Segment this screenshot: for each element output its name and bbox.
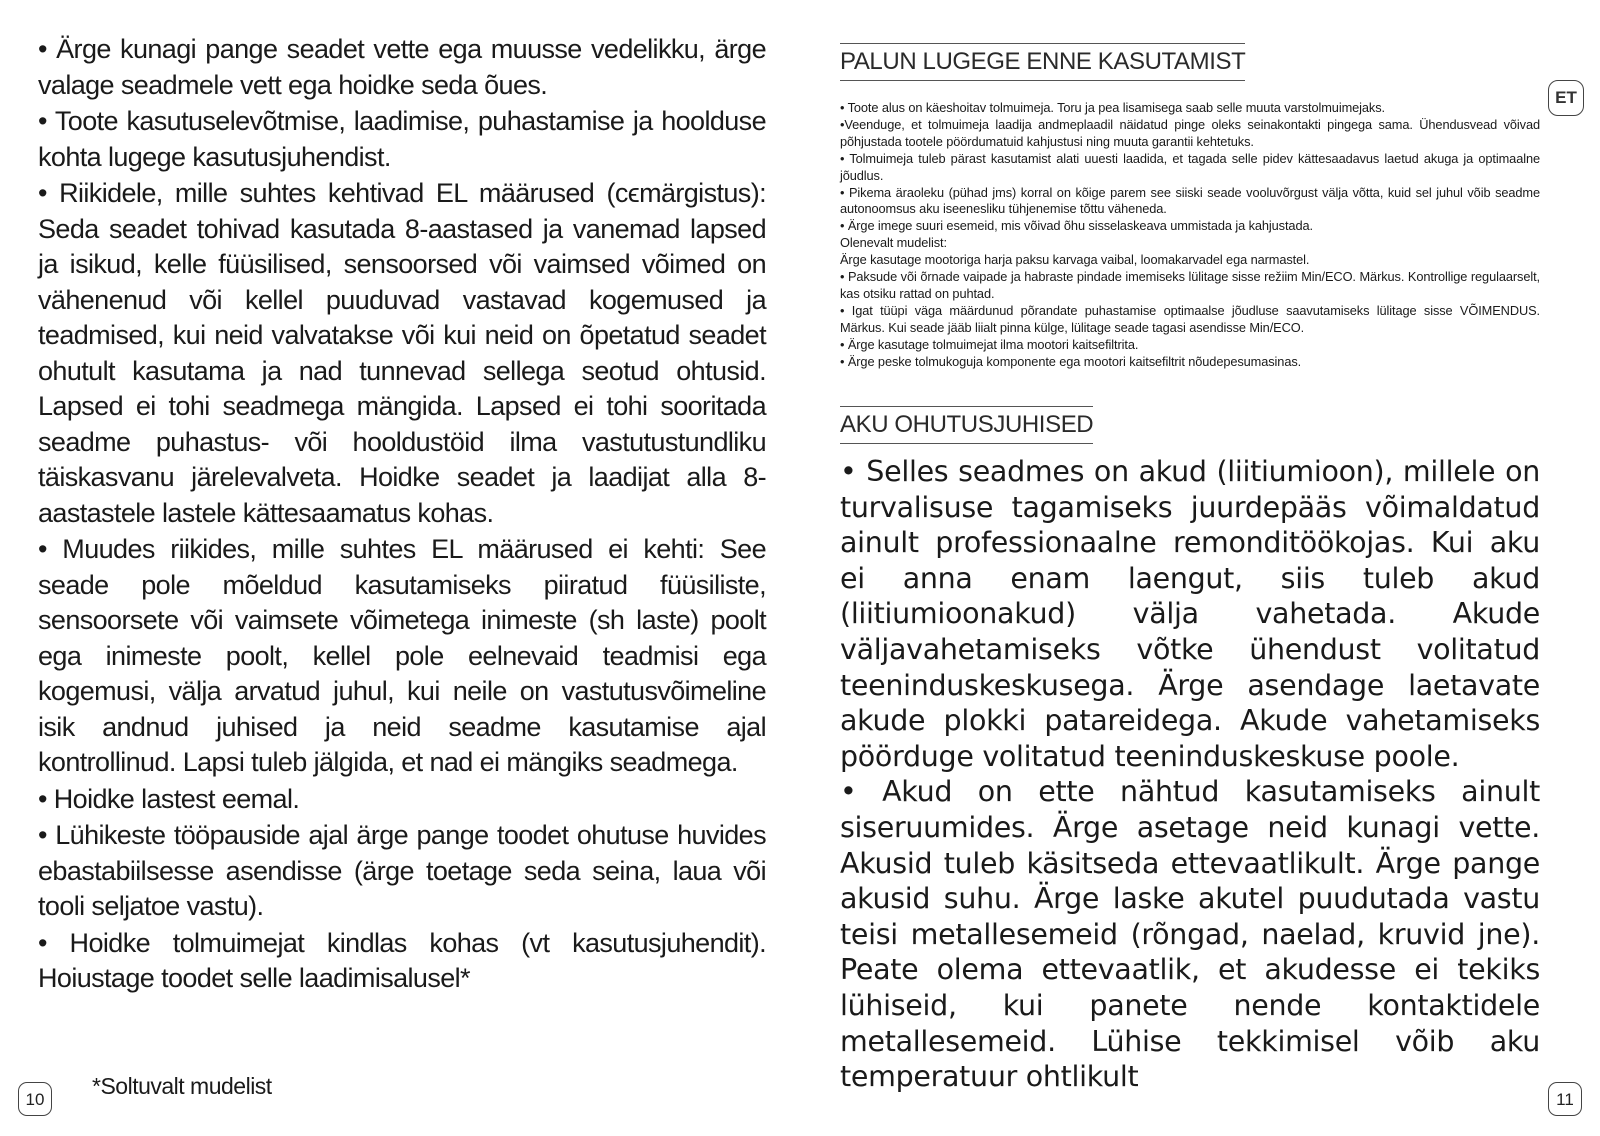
list-item: • Paksude või õrnade vaipade ja habraste pindade imemiseks lülitage sisse režiim Min/ECO. Märkus. Kontrollige regulaarselt, kas otsiku rattad on puhtad. [840, 269, 1540, 301]
section-title-battery-safety: AKU OHUTUSJUHISED [840, 406, 1093, 444]
list-item: Ärge kasutage mootoriga harja paksu karvaga vaibal, loomakarvadel ega narmastel. [840, 252, 1310, 268]
left-page-body [38, 32, 766, 998]
safety-paragraph: • Riikidele, mille suhtes kehtivad EL määrused (cϵmärgistus): Seda seadet tohivad kasutada 8-aastased ja vanemad lapsed ja isikud, kelle füüsilised, sensoorsed või vaimsed võimed on vähenenud või kellel puuduvad vastavad kogemused ja teadmised, kui neid valvatakse või kui neid on õpetatud seadet ohutult kasutama ja nad tunnevad sellega seotud ohtusid. Lapsed ei tohi seadmega mängida. Lapsed ei tohi sooritada seadme puhastus- või hooldustöid ilma vastutustundliku täiskasvanu järelevalveta. Hoidke seadet ja laadijat alla 8-aastastele lastele kättesaamatus kohas. [38, 178, 766, 528]
section-title-read-before-use: PALUN LUGEGE ENNE KASUTAMIST [840, 43, 1245, 81]
page-number: 10 [18, 1082, 52, 1116]
list-item: • Igat tüüpi väga määrdunud põrandate puhastamise optimaalse jõudluse saavutamiseks lülitage sisse VÕIMENDUS. Märkus. Kui seade jääb liialt pinna külge, lülitage seade tagasi asendisse Min/ECO. [840, 302, 1540, 335]
battery-paragraph: • Selles seadmes on akud (liitiumioon), millele on turvalisuse tagamiseks juurdepääs võimaldatud ainult professionaalne remonditöökojas. Kui aku ei anna enam laengut, siis tuleb akud (liitiumioonakud) välja vahetada. Akude väljavahetamiseks võtke ühendust volitatud teeninduskeskusega. Ärge asendage laetavate akude plokki patareidega. Akude vahetamiseks pöörduge volitatud teeninduskeskuse poole. [840, 455, 1540, 773]
safety-paragraph: • Hoidke tolmuimejat kindlas kohas (vt kasutusjuhendit). Hoiustage toodet selle laadimisalusel* [38, 927, 766, 993]
safety-paragraph: • Ärge kunagi pange seadet vette ega muusse vedelikku, ärge valage seadmele vett ega hoidke seda õues. [38, 34, 766, 100]
page-number: 11 [1548, 1082, 1582, 1116]
usage-instructions-list [840, 100, 1540, 371]
safety-paragraph: • Toote kasutuselevõtmise, laadimise, puhastamise ja hoolduse kohta lugege kasutusjuhendist. [38, 106, 766, 172]
right-page [800, 0, 1600, 1136]
battery-safety-body [840, 454, 1540, 1095]
list-item: • Pikema äraoleku (pühad jms) korral on kõige parem see siiski seade vooluvõrgust välja võtta, kuid sel juhul võib seadme autonoomsus aku iseenesliku tühjenemise tõttu väheneda. [840, 184, 1540, 217]
language-badge: ET [1548, 80, 1584, 116]
safety-paragraph: • Muudes riikides, mille suhtes EL määrused ei kehti: See seade pole mõeldud kasutamiseks piiratud füüsiliste, sensoorsete või vaimsete võimetega inimeste (sh laste) poolt ega inimeste poolt, kellel pole eelnevaid teadmisi ega kogemusi, välja arvatud juhul, kui neile on vastutusvõimeline isik andnud juhised ja neid seadme kasutamise ajal kontrollinud. Lapsi tuleb jälgida, et nad ei mängiks seadmega. [38, 534, 766, 777]
list-item: •Veenduge, et tolmuimeja laadija andmeplaadil näidatud pinge oleks seinakontakti pingega sama. Ühendusvead võivad põhjustada tootele pöördumatuid kahjustusi ning muuta garantii kehtetuks. [840, 116, 1540, 149]
safety-paragraph: • Lühikeste tööpauside ajal ärge pange toodet ohutuse huvides ebastabiilsesse asendisse (ärge toetage seda seina, laua või tooli seljatoe vastu). [38, 820, 766, 921]
footnote: *Soltuvalt mudelist [92, 1073, 272, 1099]
list-item: • Ärge kasutage tolmuimejat ilma mootori kaitsefiltrita. [840, 336, 1139, 352]
list-item: • Ärge imege suuri esemeid, mis võivad õhu sisselaskeava ummistada ja kahjustada. [840, 218, 1313, 234]
safety-paragraph: • Hoidke lastest eemal. [38, 783, 300, 814]
list-item: Olenevalt mudelist: [840, 235, 947, 251]
list-item: • Tolmuimeja tuleb pärast kasutamist alati uuesti laadida, et tagada selle pidev kättesaadavus laetud akuga ja optimaalne jõudlus. [840, 150, 1540, 183]
battery-paragraph: • Akud on ette nähtud kasutamiseks ainult siseruumides. Ärge asetage neid kunagi vette. Akusid tuleb käsitseda ettevaatlikult. Ärge pange akusid suhu. Ärge laske akutel puudutada vastu teisi metallesemeid (rõngad, naelad, kruvid jne). Peate olema ettevaatlik, et akudesse ei tekiks lühiseid, kui panete nende kontaktidele metallesemeid. Lühise tekkimisel võib aku temperatuur ohtlikult [840, 775, 1540, 1094]
list-item: • Toote alus on käeshoitav tolmuimeja. Toru ja pea lisamisega saab selle muuta varstolmuimejaks. [840, 100, 1385, 115]
list-item: • Ärge peske tolmukoguja komponente ega mootori kaitsefiltrit nõudepesumasinas. [840, 353, 1302, 369]
